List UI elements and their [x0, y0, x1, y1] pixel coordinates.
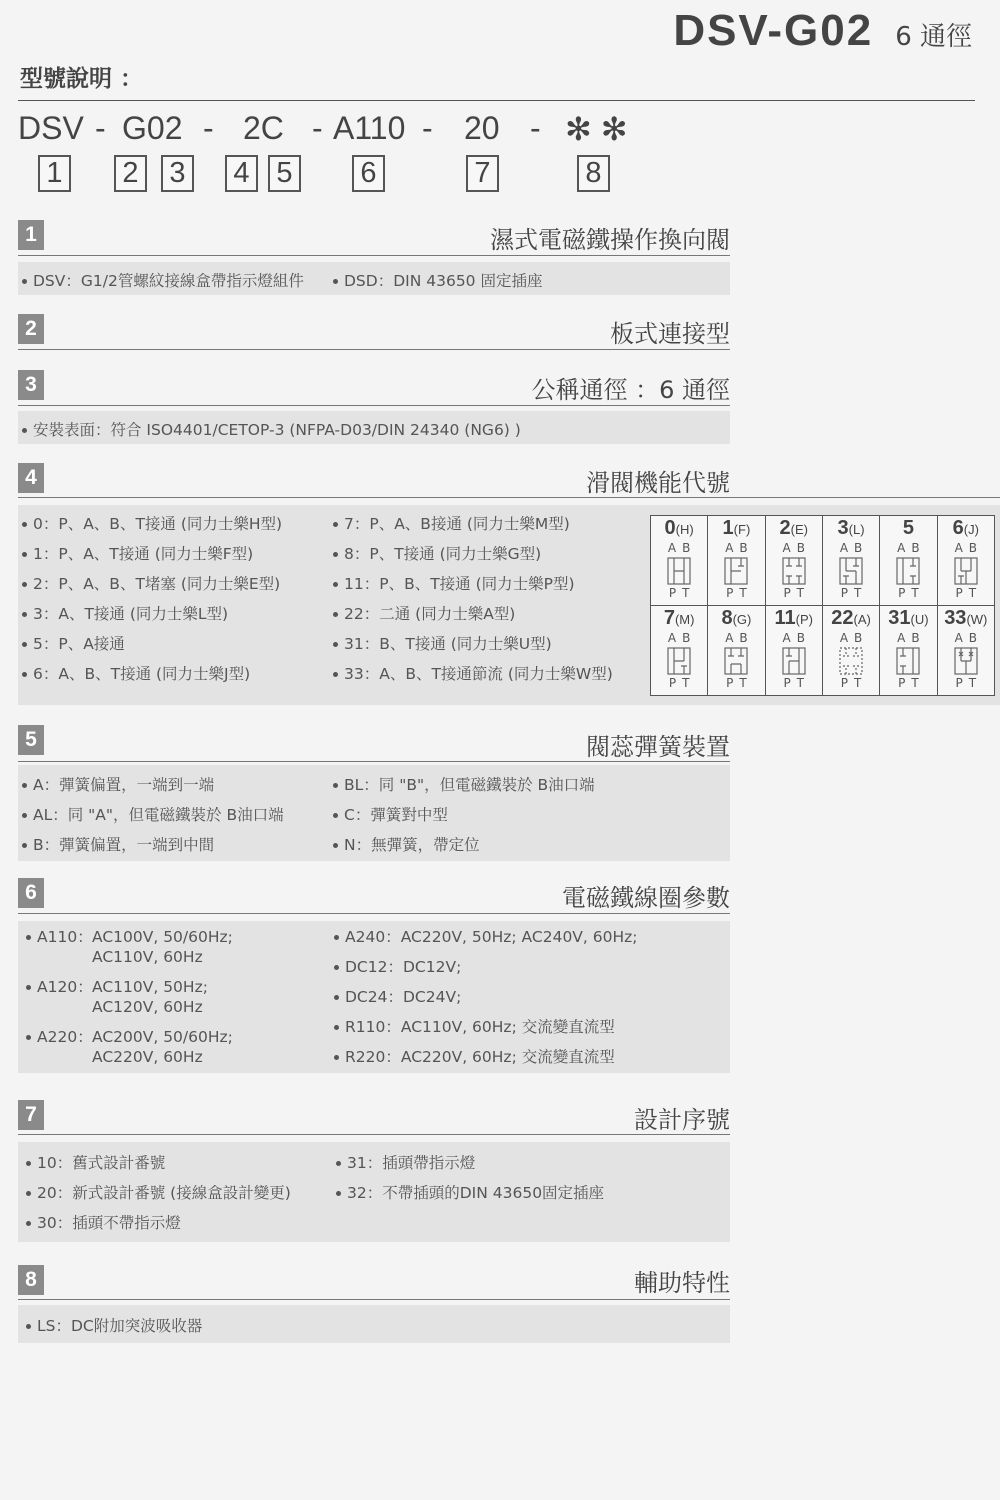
section-divider [18, 405, 730, 406]
section-divider [18, 349, 730, 350]
list-item: 8：P、T接通 (同力士樂G型) [333, 544, 541, 564]
code-separator: - [312, 110, 323, 146]
heading-divider [18, 100, 975, 101]
list-item: 6：A、B、T接通 (同力士樂J型) [22, 664, 250, 684]
spool-symbol-icon [666, 556, 692, 586]
model-title: DSV-G02 [673, 6, 874, 55]
code-segment-20: 20 [464, 110, 500, 146]
code-number-box: 1 [38, 155, 71, 192]
spool-symbol-cell: 11(P) AB PT [765, 606, 822, 696]
spool-symbol-cell: 33(W) AB PT [937, 606, 994, 696]
section-title: 滑閥機能代號 [586, 469, 730, 497]
code-number-box: 7 [466, 155, 499, 192]
code-number-box: 3 [161, 155, 194, 192]
code-segment-g02: G02 [122, 110, 183, 146]
spool-symbol-icon [953, 556, 979, 586]
list-item: 2：P、A、B、T堵塞 (同力士樂E型) [22, 574, 280, 594]
section-title: 板式連接型 [610, 320, 730, 348]
section-number-badge: 6 [18, 878, 44, 908]
coil-item: A110： [26, 927, 93, 947]
code-segment-options: ✻ ✻ [565, 111, 628, 147]
spool-symbol-table [650, 515, 995, 696]
list-item: 0：P、A、B、T接通 (同力士樂H型) [22, 514, 282, 534]
code-number-box: 8 [577, 155, 610, 192]
spool-symbol-icon [723, 646, 749, 676]
coil-spec-line: AC220V, 60Hz [92, 1048, 203, 1066]
list-item: 3：A、T接通 (同力士樂L型) [22, 604, 228, 624]
spool-symbol-icon [838, 646, 864, 676]
list-item: C：彈簧對中型 [333, 805, 448, 825]
list-item: 5：P、A接通 [22, 634, 125, 654]
spool-symbol-icon [838, 556, 864, 586]
code-segment-a110: A110 [333, 110, 406, 146]
list-item: 7：P、A、B接通 (同力士樂M型) [333, 514, 570, 534]
section-title: 公稱通徑 ：6 通徑 [531, 376, 730, 404]
list-item: N：無彈簧，帶定位 [333, 835, 480, 855]
section-title: 電磁鐵線圈參數 [562, 884, 730, 912]
coil-spec-line: AC200V, 50/60Hz; [92, 1028, 233, 1046]
section-title: 濕式電磁鐵操作換向閥 [490, 226, 730, 254]
coil-item: A240：AC220V, 50Hz; AC240V, 60Hz; [334, 927, 638, 947]
size-label: 6 通徑 [895, 22, 972, 52]
list-item: 33：A、B、T接通節流 (同力士樂W型) [333, 664, 613, 684]
section-number-badge: 3 [18, 370, 44, 400]
spool-symbol-cell: 2(E) AB PT [765, 516, 822, 606]
list-item: 安裝表面：符合 ISO4401/CETOP-3 (NFPA-D03/DIN 24340 (NG6) ) [22, 420, 521, 440]
spool-symbol-cell: 8(G) AB PT [708, 606, 765, 696]
spool-symbol-cell: 3(L) AB PT [822, 516, 879, 606]
spool-symbol-cell: 7(M) AB PT [651, 606, 708, 696]
section-divider [18, 913, 730, 914]
code-separator: - [530, 110, 541, 146]
spool-symbol-cell: 1(F) AB PT [708, 516, 765, 606]
code-separator: - [203, 110, 214, 146]
list-item: A：彈簧偏置，一端到一端 [22, 775, 214, 795]
section-number-badge: 4 [18, 463, 44, 493]
code-segment-2c: 2C [243, 110, 284, 146]
section-title: 輔助特性 [634, 1269, 730, 1297]
section-number-badge: 5 [18, 725, 44, 755]
list-item: 20：新式設計番號 (接線盒設計變更) [26, 1183, 291, 1203]
spool-symbol-cell: 6(J) AB PT [937, 516, 994, 606]
code-separator: - [95, 110, 106, 146]
list-item: DSV：G1/2管螺紋接線盒帶指示燈組件 [22, 271, 304, 291]
coil-item: R220：AC220V, 60Hz; 交流變直流型 [334, 1047, 615, 1067]
spool-symbol-icon [781, 646, 807, 676]
code-number-box: 6 [352, 155, 385, 192]
spool-symbol-icon [895, 646, 921, 676]
list-item: 10：舊式設計番號 [26, 1153, 165, 1173]
section-divider [18, 255, 730, 256]
coil-item: DC12：DC12V; [334, 957, 461, 977]
spool-symbol-icon [723, 556, 749, 586]
spool-symbol-cell: 0(H) AB PT [651, 516, 708, 606]
section-number-badge: 2 [18, 314, 44, 344]
list-item: 31：插頭帶指示燈 [336, 1153, 475, 1173]
section-number-badge: 1 [18, 220, 44, 250]
coil-spec-line: AC110V, 50Hz; [92, 978, 208, 996]
section-number-badge: 7 [18, 1100, 44, 1130]
list-item: 31：B、T接通 (同力士樂U型) [333, 634, 552, 654]
coil-spec-line: AC120V, 60Hz [92, 998, 203, 1016]
code-segment-dsv: DSV [18, 110, 84, 146]
coil-spec-line: AC110V, 60Hz [92, 948, 203, 966]
spool-symbol-cell: 5 AB PT [880, 516, 937, 606]
document-title [673, 6, 972, 56]
section-number-badge: 8 [18, 1265, 44, 1295]
list-item: 30：插頭不帶指示燈 [26, 1213, 181, 1233]
spool-symbol-icon [953, 646, 979, 676]
coil-item: A120： [26, 977, 93, 997]
section-divider [18, 761, 730, 762]
list-item: AL：同 "A"，但電磁鐵裝於 B油口端 [22, 805, 284, 825]
list-item: BL：同 "B"，但電磁鐵裝於 B油口端 [333, 775, 595, 795]
section-divider [18, 497, 1000, 498]
code-number-box: 5 [268, 155, 301, 192]
list-item: 1：P、A、T接通 (同力士樂F型) [22, 544, 253, 564]
spool-symbol-icon [781, 556, 807, 586]
list-item: 11：P、B、T接通 (同力士樂P型) [333, 574, 575, 594]
section-divider [18, 1134, 730, 1135]
list-item: 32：不帶插頭的DIN 43650固定插座 [336, 1183, 604, 1203]
list-item: B：彈簧偏置，一端到中間 [22, 835, 214, 855]
section-divider [18, 1299, 730, 1300]
list-item: DSD：DIN 43650 固定插座 [333, 271, 542, 291]
spool-symbol-cell: 22(A) AB PT [822, 606, 879, 696]
spool-symbol-cell: 31(U) AB PT [880, 606, 937, 696]
code-separator: - [422, 110, 433, 146]
section-title: 閥蕊彈簧裝置 [586, 733, 730, 761]
coil-item: DC24：DC24V; [334, 987, 461, 1007]
coil-spec-line: AC100V, 50/60Hz; [92, 928, 233, 946]
list-item: 22：二通 (同力士樂A型) [333, 604, 515, 624]
spool-symbol-icon [895, 556, 921, 586]
coil-item: A220： [26, 1027, 93, 1047]
coil-item: R110：AC110V, 60Hz; 交流變直流型 [334, 1017, 615, 1037]
list-item: LS：DC附加突波吸收器 [26, 1316, 202, 1336]
code-number-box: 4 [225, 155, 258, 192]
spool-symbol-icon [666, 646, 692, 676]
code-number-box: 2 [114, 155, 147, 192]
model-explanation-heading: 型號說明 ： [20, 66, 144, 92]
section-title: 設計序號 [634, 1106, 730, 1134]
